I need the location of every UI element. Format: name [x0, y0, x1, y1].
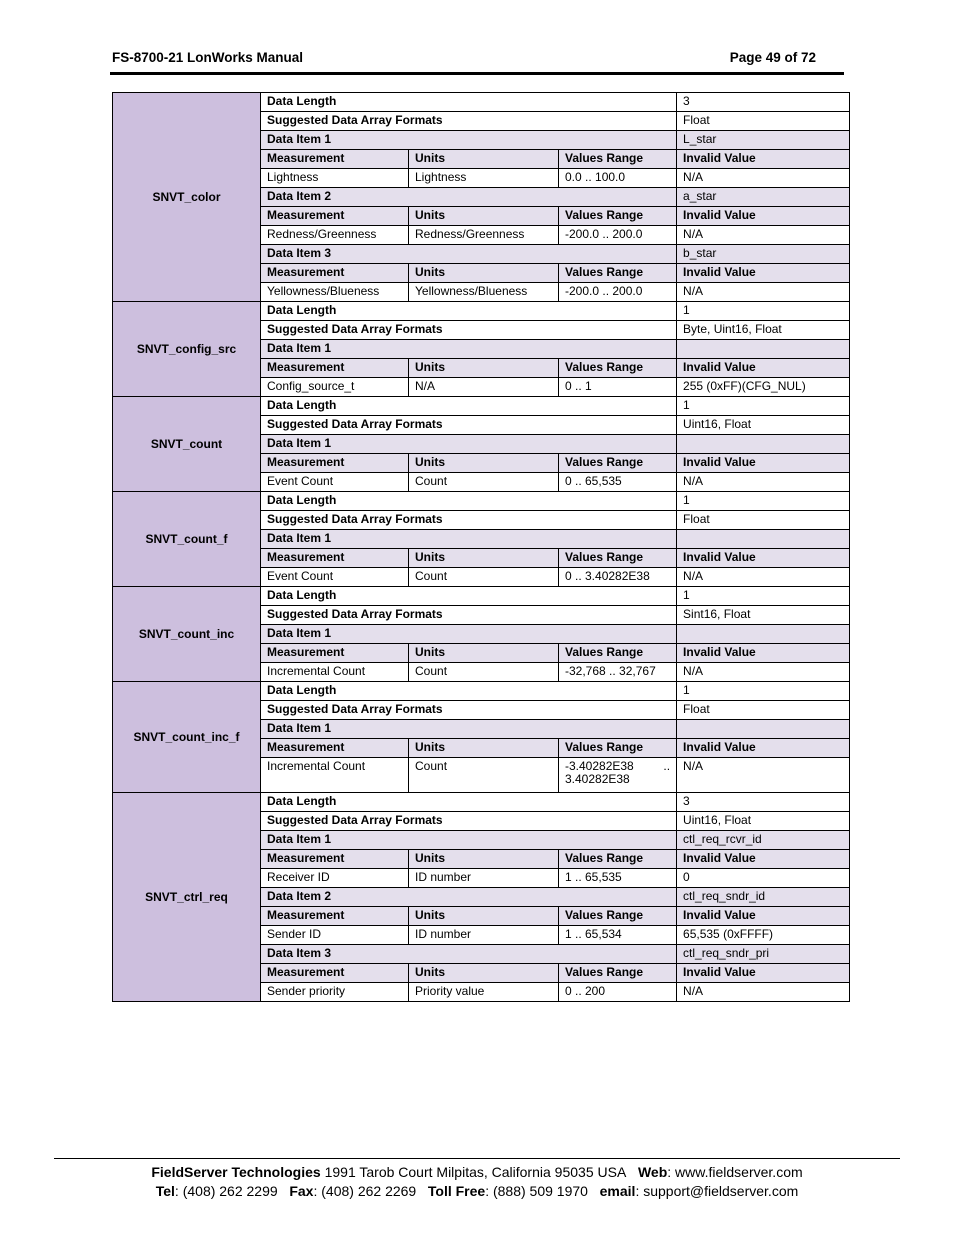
data-length-row [113, 682, 850, 701]
data-item-label: Data Item 3 [261, 945, 677, 964]
data-length-row [113, 492, 850, 511]
footer-web-label: Web [637, 1164, 668, 1180]
data-length-value: 1 [677, 302, 850, 321]
snvt-type-name: SNVT_count_inc [113, 587, 261, 682]
values-range-value: 0 .. 65,535 [559, 473, 677, 492]
footer-email[interactable]: support@fieldserver.com [643, 1183, 799, 1199]
footer-fax-label: Fax [289, 1183, 314, 1199]
data-item-id [677, 530, 850, 549]
units-value: N/A [409, 378, 559, 397]
invalid-value: N/A [677, 983, 850, 1002]
data-item-id: ctl_req_sndr_pri [677, 945, 850, 964]
measurement-value: Incremental Count [261, 758, 409, 793]
measurement-value: Sender priority [261, 983, 409, 1002]
data-item-label: Data Item 3 [261, 245, 677, 264]
data-item-label: Data Item 1 [261, 435, 677, 454]
formats-label: Suggested Data Array Formats [261, 606, 677, 625]
units-value: Priority value [409, 983, 559, 1002]
snvt-data-table [112, 92, 850, 1002]
values-range-header: Values Range [559, 739, 677, 758]
units-header: Units [409, 454, 559, 473]
formats-label: Suggested Data Array Formats [261, 812, 677, 831]
data-length-value: 3 [677, 793, 850, 812]
data-length-label: Data Length [261, 682, 677, 701]
invalid-value: N/A [677, 169, 850, 188]
units-header: Units [409, 264, 559, 283]
measurement-value: Event Count [261, 473, 409, 492]
units-header: Units [409, 739, 559, 758]
invalid-value-header: Invalid Value [677, 964, 850, 983]
page-header [112, 50, 816, 65]
invalid-value-header: Invalid Value [677, 739, 850, 758]
measurement-header: Measurement [261, 454, 409, 473]
measurement-value: Sender ID [261, 926, 409, 945]
data-length-value: 1 [677, 397, 850, 416]
formats-label: Suggested Data Array Formats [261, 511, 677, 530]
measurement-header: Measurement [261, 359, 409, 378]
values-range-header: Values Range [559, 150, 677, 169]
data-item-id: a_star [677, 188, 850, 207]
measurement-header: Measurement [261, 549, 409, 568]
formats-label: Suggested Data Array Formats [261, 112, 677, 131]
footer-address: 1991 Tarob Court Milpitas, California 95035 USA [324, 1164, 627, 1180]
header-divider [110, 72, 844, 75]
units-header: Units [409, 644, 559, 663]
data-length-row [113, 587, 850, 606]
data-length-label: Data Length [261, 302, 677, 321]
units-value: Count [409, 568, 559, 587]
data-item-label: Data Item 1 [261, 530, 677, 549]
values-range-header: Values Range [559, 850, 677, 869]
values-range-header: Values Range [559, 207, 677, 226]
measurement-header: Measurement [261, 964, 409, 983]
footer-email-label: email [599, 1183, 636, 1199]
units-header: Units [409, 150, 559, 169]
formats-value: Float [677, 112, 850, 131]
values-range-value: -200.0 .. 200.0 [559, 283, 677, 302]
data-item-label: Data Item 1 [261, 831, 677, 850]
data-item-label: Data Item 1 [261, 340, 677, 359]
data-length-value: 1 [677, 682, 850, 701]
units-value: Redness/Greenness [409, 226, 559, 245]
measurement-value: Config_source_t [261, 378, 409, 397]
units-value: Yellowness/Blueness [409, 283, 559, 302]
values-range-value: 0.0 .. 100.0 [559, 169, 677, 188]
range-min: -3.40282E38 [565, 759, 634, 773]
values-range-header: Values Range [559, 454, 677, 473]
invalid-value: N/A [677, 663, 850, 682]
data-item-label: Data Item 1 [261, 625, 677, 644]
values-range-value: 0 .. 200 [559, 983, 677, 1002]
invalid-value: N/A [677, 568, 850, 587]
invalid-value-header: Invalid Value [677, 264, 850, 283]
data-length-label: Data Length [261, 587, 677, 606]
units-value: Lightness [409, 169, 559, 188]
invalid-value: N/A [677, 283, 850, 302]
invalid-value: N/A [677, 473, 850, 492]
formats-value: Float [677, 701, 850, 720]
values-range-value: 0 .. 1 [559, 378, 677, 397]
formats-label: Suggested Data Array Formats [261, 701, 677, 720]
measurement-header: Measurement [261, 907, 409, 926]
measurement-header: Measurement [261, 739, 409, 758]
data-length-value: 3 [677, 93, 850, 112]
measurement-value: Redness/Greenness [261, 226, 409, 245]
data-length-row [113, 93, 850, 112]
measurement-header: Measurement [261, 264, 409, 283]
values-range-value [559, 758, 677, 793]
footer-tollfree: (888) 509 1970 [492, 1183, 588, 1199]
units-value: Count [409, 473, 559, 492]
data-length-label: Data Length [261, 93, 677, 112]
data-item-id: ctl_req_sndr_id [677, 888, 850, 907]
invalid-value-header: Invalid Value [677, 907, 850, 926]
invalid-value: 0 [677, 869, 850, 888]
snvt-type-name: SNVT_count [113, 397, 261, 492]
footer-company: FieldServer Technologies [151, 1164, 321, 1180]
units-value: Count [409, 663, 559, 682]
invalid-value-header: Invalid Value [677, 454, 850, 473]
data-item-id [677, 340, 850, 359]
snvt-table-body [113, 93, 850, 1002]
data-length-label: Data Length [261, 492, 677, 511]
values-range-value: -200.0 .. 200.0 [559, 226, 677, 245]
page-number: Page 49 of 72 [729, 50, 816, 65]
units-value: ID number [409, 869, 559, 888]
footer-fax: (408) 262 2269 [321, 1183, 417, 1199]
data-length-row [113, 302, 850, 321]
values-range-header: Values Range [559, 964, 677, 983]
measurement-header: Measurement [261, 150, 409, 169]
values-range-value: 1 .. 65,535 [559, 869, 677, 888]
invalid-value-header: Invalid Value [677, 644, 850, 663]
data-length-row [113, 397, 850, 416]
measurement-header: Measurement [261, 850, 409, 869]
invalid-value: 255 (0xFF)(CFG_NUL) [677, 378, 850, 397]
data-item-id: L_star [677, 131, 850, 150]
invalid-value-header: Invalid Value [677, 150, 850, 169]
snvt-type-name: SNVT_config_src [113, 302, 261, 397]
snvt-type-name: SNVT_count_inc_f [113, 682, 261, 793]
data-item-id [677, 625, 850, 644]
page-footer [54, 1163, 900, 1201]
footer-tel: (408) 262 2299 [182, 1183, 278, 1199]
footer-tel-label: Tel [155, 1183, 175, 1199]
units-header: Units [409, 549, 559, 568]
data-item-id [677, 720, 850, 739]
invalid-value: N/A [677, 758, 850, 793]
values-range-value: 1 .. 65,534 [559, 926, 677, 945]
units-header: Units [409, 850, 559, 869]
footer-line-1: FieldServer Technologies 1991 Tarob Court Milpitas, California 95035 USA Web: www.fieldserver.com [151, 1164, 803, 1180]
data-item-label: Data Item 2 [261, 188, 677, 207]
formats-value: Float [677, 511, 850, 530]
data-length-label: Data Length [261, 793, 677, 812]
measurement-header: Measurement [261, 207, 409, 226]
values-range-value: 0 .. 3.40282E38 [559, 568, 677, 587]
units-header: Units [409, 964, 559, 983]
data-item-id [677, 435, 850, 454]
formats-value: Byte, Uint16, Float [677, 321, 850, 340]
formats-value: Uint16, Float [677, 812, 850, 831]
snvt-type-name: SNVT_ctrl_req [113, 793, 261, 1002]
formats-label: Suggested Data Array Formats [261, 416, 677, 435]
manual-title: FS-8700-21 LonWorks Manual [112, 50, 304, 65]
data-item-label: Data Item 1 [261, 720, 677, 739]
formats-value: Sint16, Float [677, 606, 850, 625]
units-header: Units [409, 907, 559, 926]
data-length-value: 1 [677, 492, 850, 511]
footer-tollfree-label: Toll Free [427, 1183, 486, 1199]
formats-label: Suggested Data Array Formats [261, 321, 677, 340]
invalid-value: N/A [677, 226, 850, 245]
values-range-header: Values Range [559, 644, 677, 663]
invalid-value-header: Invalid Value [677, 549, 850, 568]
values-range-header: Values Range [559, 264, 677, 283]
range-separator: .. [663, 759, 671, 773]
values-range-header: Values Range [559, 907, 677, 926]
measurement-value: Yellowness/Blueness [261, 283, 409, 302]
invalid-value-header: Invalid Value [677, 359, 850, 378]
footer-web[interactable]: www.fieldserver.com [675, 1164, 803, 1180]
measurement-value: Incremental Count [261, 663, 409, 682]
snvt-type-name: SNVT_count_f [113, 492, 261, 587]
units-value: Count [409, 758, 559, 793]
footer-divider [54, 1158, 900, 1159]
invalid-value-header: Invalid Value [677, 850, 850, 869]
data-item-label: Data Item 1 [261, 131, 677, 150]
measurement-value: Lightness [261, 169, 409, 188]
snvt-type-name: SNVT_color [113, 93, 261, 302]
measurement-header: Measurement [261, 644, 409, 663]
values-range-header: Values Range [559, 549, 677, 568]
units-header: Units [409, 359, 559, 378]
units-header: Units [409, 207, 559, 226]
data-item-id: ctl_req_rcvr_id [677, 831, 850, 850]
data-length-row [113, 793, 850, 812]
data-item-id: b_star [677, 245, 850, 264]
invalid-value-header: Invalid Value [677, 207, 850, 226]
data-length-value: 1 [677, 587, 850, 606]
data-item-label: Data Item 2 [261, 888, 677, 907]
values-range-value: -32,768 .. 32,767 [559, 663, 677, 682]
values-range-header: Values Range [559, 359, 677, 378]
formats-value: Uint16, Float [677, 416, 850, 435]
footer-line-2: Tel: (408) 262 2299 Fax: (408) 262 2269 Toll Free: (888) 509 1970 email: support@fieldserver.com [155, 1183, 799, 1199]
data-length-label: Data Length [261, 397, 677, 416]
units-value: ID number [409, 926, 559, 945]
range-max: 3.40282E38 [565, 772, 630, 786]
measurement-value: Receiver ID [261, 869, 409, 888]
measurement-value: Event Count [261, 568, 409, 587]
invalid-value: 65,535 (0xFFFF) [677, 926, 850, 945]
